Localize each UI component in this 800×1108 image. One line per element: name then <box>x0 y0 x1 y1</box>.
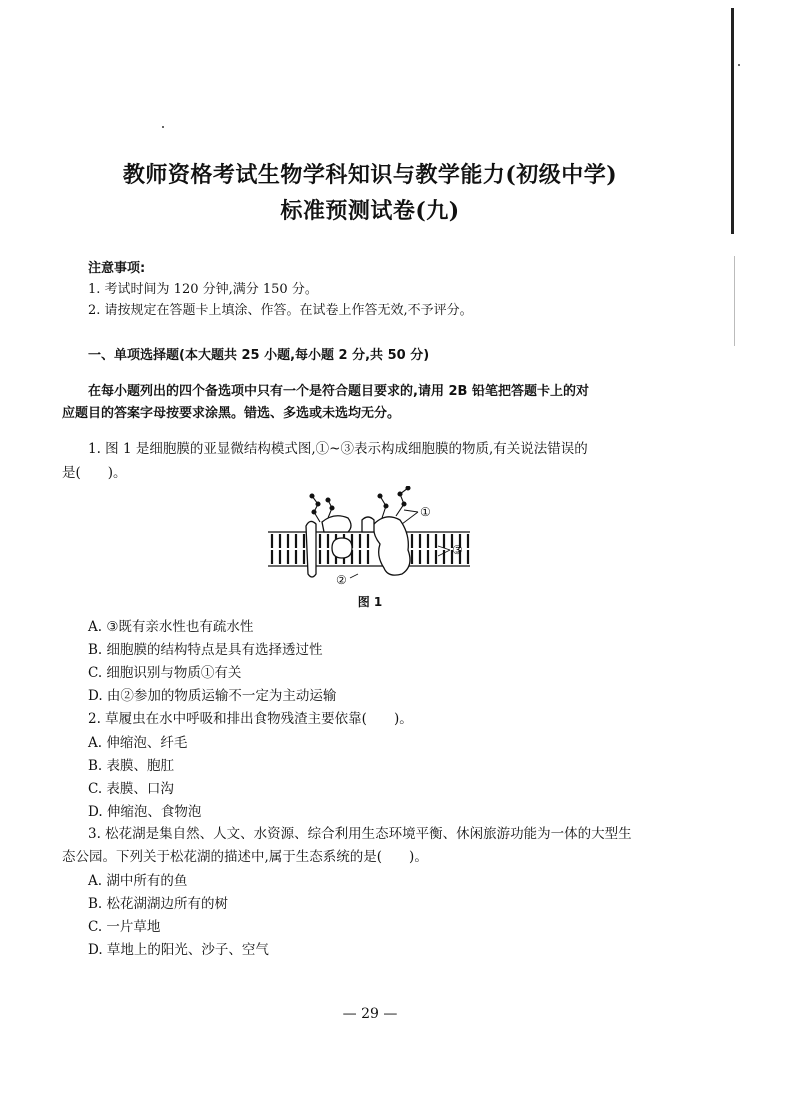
option-d: D. 草地上的阳光、沙子、空气 <box>88 942 269 958</box>
option-b: B. 细胞膜的结构特点是具有选择透过性 <box>88 642 323 658</box>
exam-subtitle: 标准预测试卷(九) <box>280 198 460 224</box>
glycocalyx-chains <box>310 486 410 522</box>
figure-caption: 图 1 <box>357 595 383 609</box>
notice-item: 2. 请按规定在答题卡上填涂、作答。在试卷上作答无效,不予评分。 <box>88 303 473 318</box>
scan-speck <box>162 126 164 128</box>
notice-item: 1. 考试时间为 120 分钟,满分 150 分。 <box>88 282 318 297</box>
page-number: — 29 — <box>342 1006 398 1022</box>
label-1: ① <box>420 505 431 519</box>
option-a: A. 湖中所有的鱼 <box>88 873 188 889</box>
option-c: C. 细胞识别与物质①有关 <box>88 665 242 681</box>
label-2: ② <box>336 573 347 587</box>
option-c: C. 一片草地 <box>88 919 161 935</box>
phospholipid-bilayer <box>268 532 470 566</box>
option-c: C. 表膜、口沟 <box>88 781 174 797</box>
option-d: D. 伸缩泡、食物泡 <box>88 804 202 820</box>
section-instruction: 在每小题列出的四个备选项中只有一个是符合题目要求的,请用 2B 铅笔把答题卡上的对 <box>88 384 589 399</box>
section-instruction: 应题目的答案字母按要求涂黑。错选、多选或未选均无分。 <box>62 406 401 421</box>
scan-edge-line <box>734 256 735 346</box>
label-3: ③ <box>452 543 463 557</box>
notice-heading: 注意事项: <box>88 261 146 276</box>
scan-speck <box>738 64 740 66</box>
option-d: D. 由②参加的物质运输不一定为主动运输 <box>88 688 337 704</box>
option-a: A. ③既有亲水性也有疏水性 <box>88 619 254 635</box>
membrane-proteins <box>306 516 410 577</box>
exam-title: 教师资格考试生物学科知识与教学能力(初级中学) <box>122 162 618 188</box>
cell-membrane-figure <box>262 486 482 590</box>
question-stem: 态公园。下列关于松花湖的描述中,属于生态系统的是( )。 <box>62 849 428 865</box>
question-stem: 是( )。 <box>62 465 127 481</box>
question-stem: 2. 草履虫在水中呼吸和排出食物残渣主要依靠( )。 <box>88 711 413 727</box>
option-a: A. 伸缩泡、纤毛 <box>88 735 188 751</box>
section-heading: 一、单项选择题(本大题共 25 小题,每小题 2 分,共 50 分) <box>88 348 430 363</box>
question-stem: 3. 松花湖是集自然、人文、水资源、综合利用生态环境平衡、休闲旅游功能为一体的大型生 <box>88 826 632 842</box>
option-b: B. 松花湖湖边所有的树 <box>88 896 229 912</box>
option-b: B. 表膜、胞肛 <box>88 758 175 774</box>
question-stem: 1. 图 1 是细胞膜的亚显微结构模式图,①~③表示构成细胞膜的物质,有关说法错误的 <box>88 441 588 457</box>
